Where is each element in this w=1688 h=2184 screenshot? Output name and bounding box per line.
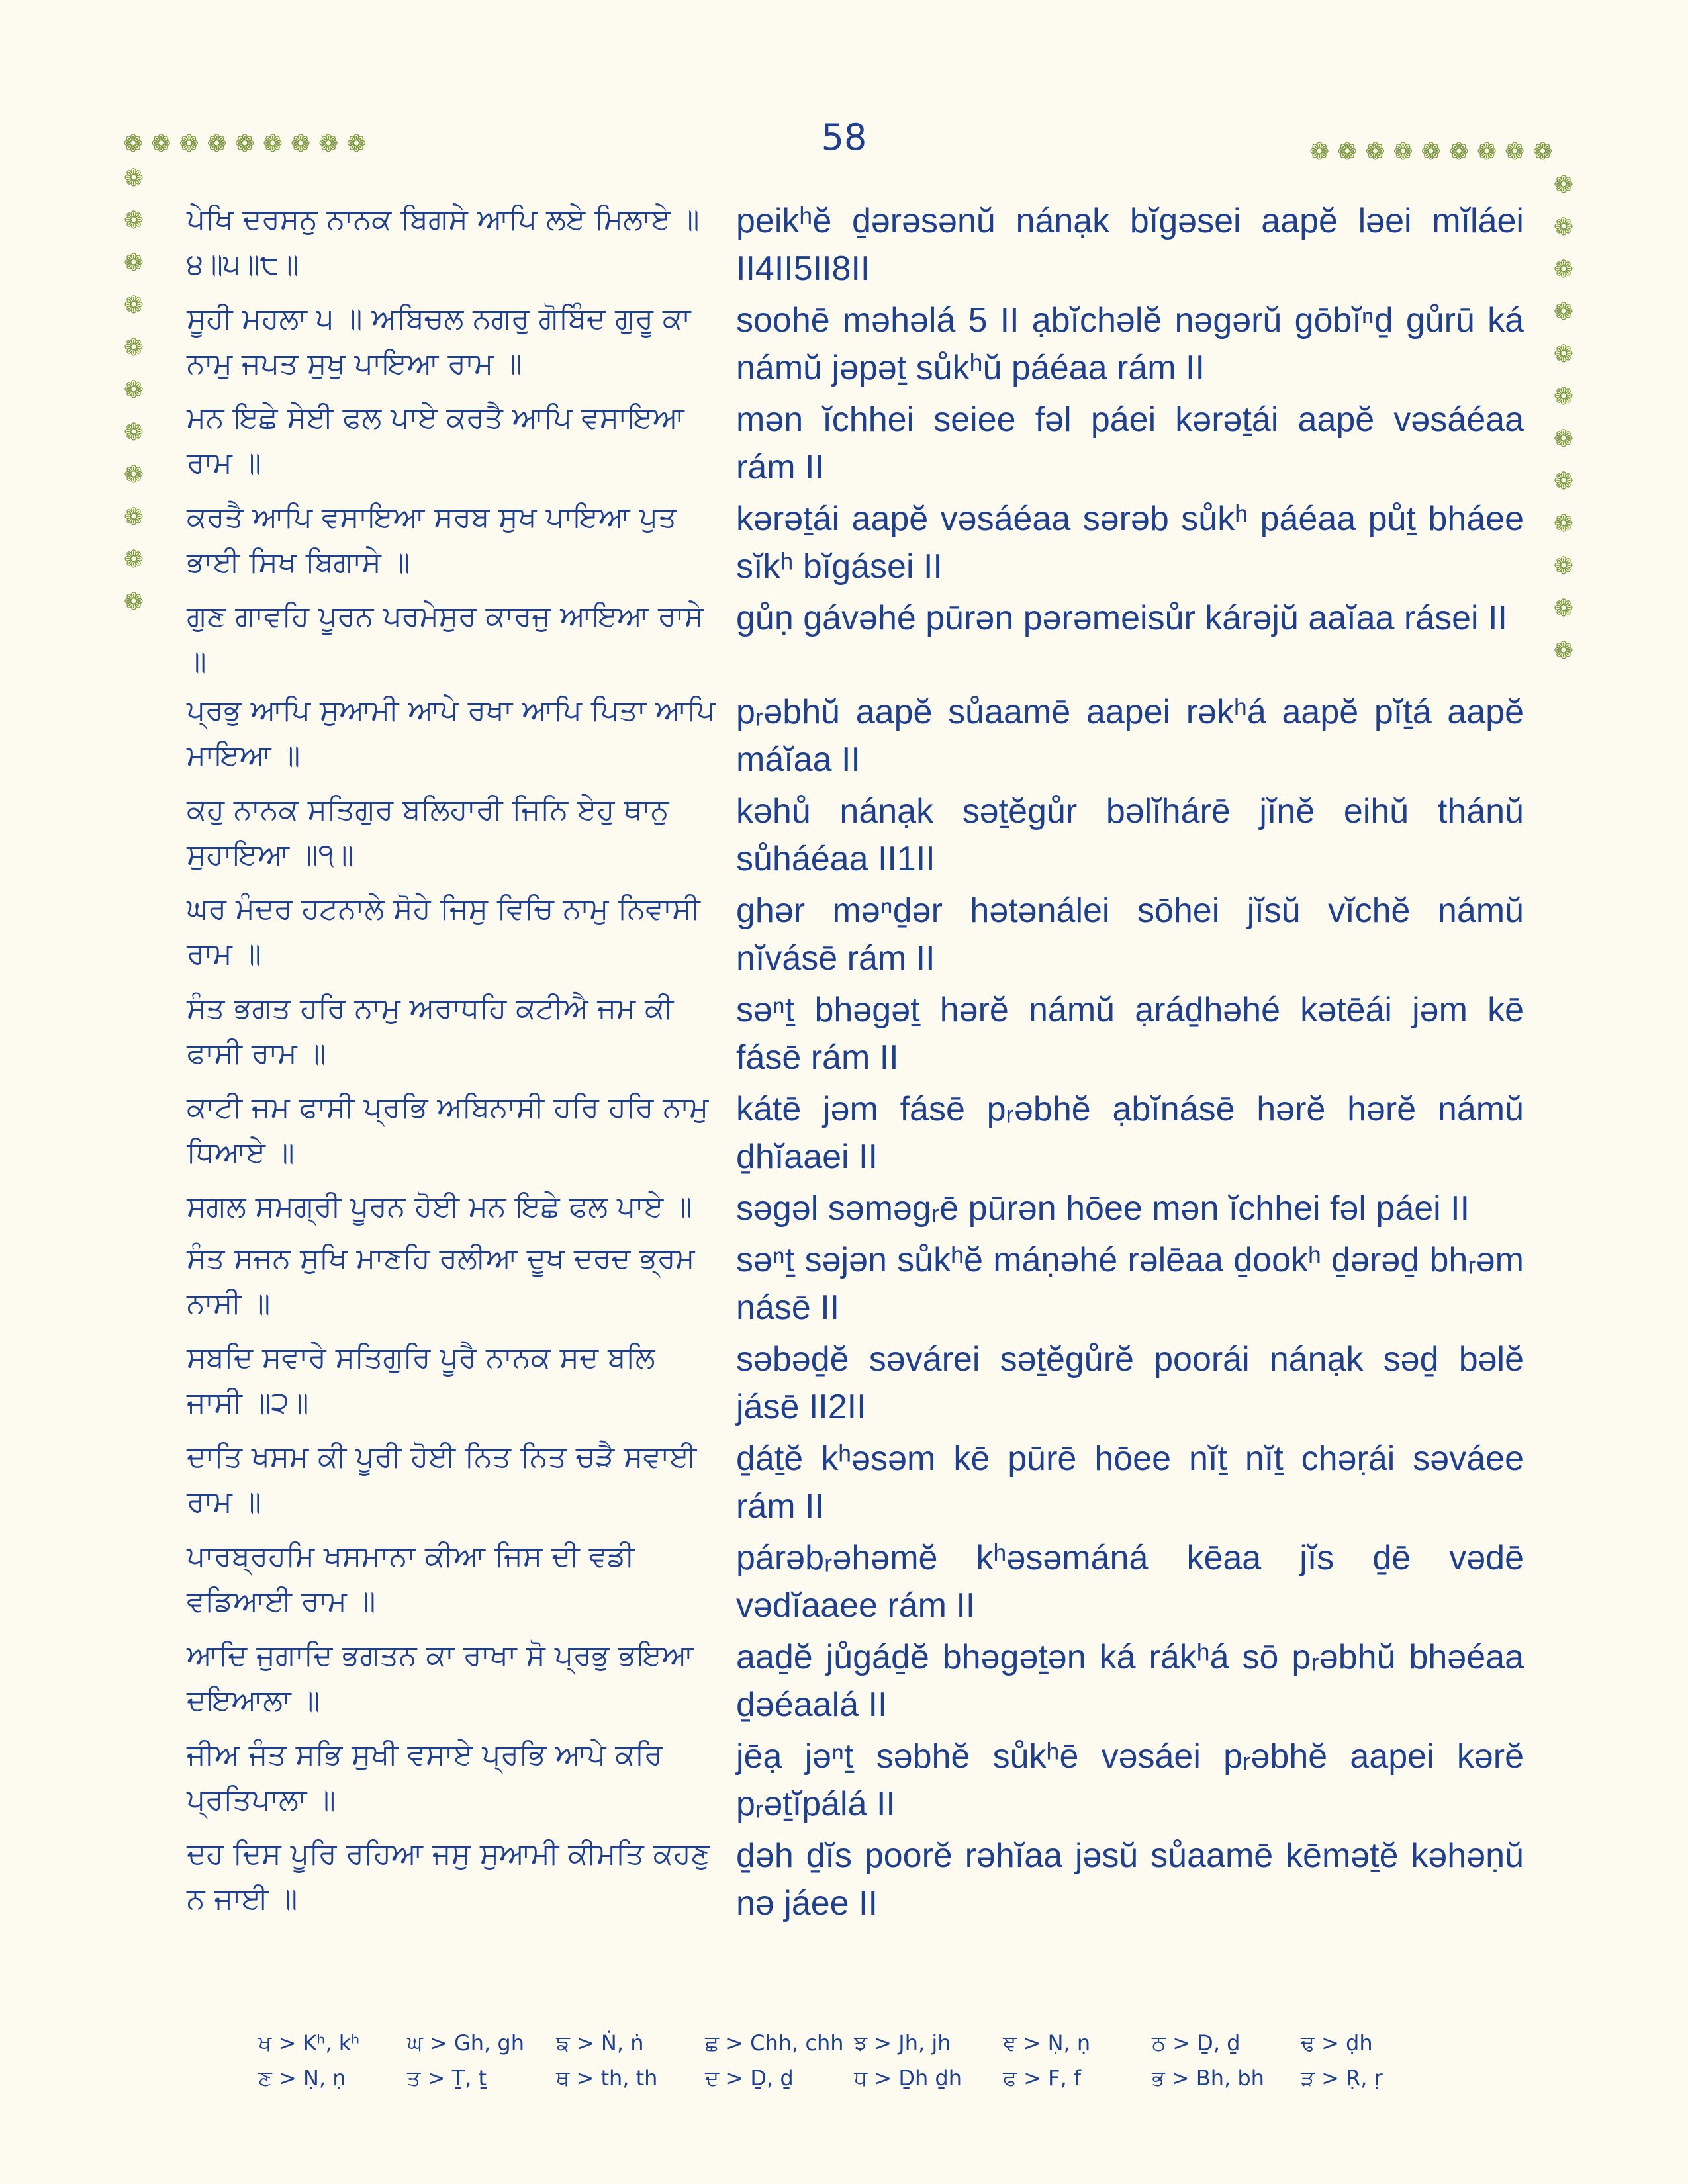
flower-icon: ❁	[123, 292, 144, 319]
legend-entry: ਝ > Jh, jh	[854, 2030, 951, 2056]
gurmukhi-text: ਪੇਖਿ ਦਰਸਨੁ ਨਾਨਕ ਬਿਗਸੇ ਆਪਿ ਲਏ ਮਿਲਾਏ ॥੪॥੫॥੮॥	[187, 203, 700, 281]
flower-icon: ❁	[123, 207, 144, 234]
flower-icon: ❁	[1553, 214, 1574, 241]
verse-row	[187, 1435, 1524, 1530]
gurmukhi-text: ਸੂਹੀ ਮਹਲਾ ੫ ॥ ਅਬਿਚਲ ਨਗਰੁ ਗੋਬਿੰਦ ਗੁਰੂ ਕਾ ਨਾਮੁ ਜਪਤ ਸੁਖੁ ਪਾਇਆ ਰਾਮ ॥	[187, 302, 691, 381]
gurmukhi-text: ਪ੍ਰਭੁ ਆਪਿ ਸੁਆਮੀ ਆਪੇ ਰਖਾ ਆਪਿ ਪਿਤਾ ਆਪਿ ਮਾਇਆ ॥	[187, 694, 716, 772]
gurmukhi-text: ਕਹੁ ਨਾਨਕ ਸਤਿਗੁਰ ਬਲਿਹਾਰੀ ਜਿਨਿ ਏਹੁ ਥਾਨੁ ਸੁਹਾਇਆ ॥੧॥	[187, 793, 669, 872]
legend-entry: ਦ > Ḏ, ḏ	[705, 2066, 794, 2091]
flower-icon: ❁	[123, 250, 144, 277]
transliteration-text: səbəḏĕ səvárei səṯĕgůrĕ poorái nánạk səḏ bəlĕ jásē II2II	[736, 1340, 1524, 1426]
verse-row	[187, 688, 1524, 784]
flower-icon: ❁	[1553, 637, 1574, 664]
transliteration-text: kərəṯái aapĕ vəsáéaa sərəb sůkʰ páéaa půṯ bháee sĭkʰ bĭgásei II	[736, 500, 1524, 586]
top-left-ornament: ❁❁❁❁❁❁❁❁❁	[123, 130, 375, 158]
flower-icon: ❁	[1553, 468, 1574, 495]
gurmukhi-text: ਪਾਰਬ੍ਰਹਮਿ ਖਸਮਾਨਾ ਕੀਆ ਜਿਸ ਦੀ ਵਡੀ ਵਡਿਆਈ ਰਾਮ ॥	[187, 1539, 635, 1618]
legend-entry: ਧ > Ḏh ḏh	[854, 2066, 962, 2091]
top-right-ornament: ❁❁❁❁❁❁❁❁❁	[1309, 138, 1561, 165]
verse-row	[187, 887, 1524, 982]
right-ornament-column	[1549, 173, 1578, 663]
verse-row	[187, 1236, 1524, 1332]
legend-entry: ਭ > Bh, bh	[1152, 2066, 1264, 2091]
legend-entry: ੜ > Ṛ, ṛ	[1301, 2066, 1383, 2091]
legend-entry: ਘ > Gh, gh	[407, 2030, 524, 2056]
transliteration-text: ghər məⁿḏər hətənálei sōhei jĭsŭ vĭchĕ námŭ nĭvásē rám II	[736, 891, 1524, 978]
verse-row	[187, 197, 1524, 293]
verse-row	[187, 788, 1524, 883]
transliteration-text: kátē jəm fásē pᵣəbhĕ ạbĭnásē hərĕ hərĕ námŭ ḏhĭaaei II	[736, 1090, 1524, 1176]
gurmukhi-text: ਦਾਤਿ ਖਸਮ ਕੀ ਪੂਰੀ ਹੋਈ ਨਿਤ ਨਿਤ ਚੜੈ ਸਵਾਈ ਰਾਮ ॥	[187, 1440, 697, 1519]
gurmukhi-text: ਦਹ ਦਿਸ ਪੂਰਿ ਰਹਿਆ ਜਸੁ ਸੁਆਮੀ ਕੀਮਤਿ ਕਹਣੁ ਨ ਜਾਈ ॥	[187, 1837, 710, 1916]
verse-row	[187, 1633, 1524, 1729]
gurmukhi-text: ਕਰਤੈ ਆਪਿ ਵਸਾਇਆ ਸਰਬ ਸੁਖ ਪਾਇਆ ਪੁਤ ਭਾਈ ਸਿਖ ਬਿਗਾਸੇ ॥	[187, 500, 677, 579]
flower-icon: ❁	[123, 334, 144, 361]
legend-entry: ਙ > Ṅ, ṅ	[556, 2030, 644, 2056]
legend-entry: ਞ > Ṇ, ṇ	[1003, 2030, 1091, 2056]
flower-icon: ❁	[123, 504, 144, 531]
transliteration-text: mən ĭchhei seiee fəl páei kərəṯái aapĕ vəsáéaa rám II	[736, 400, 1524, 486]
legend-entry: ਠ > Ḏ, ḏ	[1152, 2030, 1241, 2056]
flower-icon: ❁	[123, 165, 144, 192]
flower-icon: ❁	[1553, 510, 1574, 537]
legend-entry: ਥ > th, th	[556, 2066, 658, 2091]
flower-icon: ❁	[1553, 426, 1574, 453]
verse-row	[187, 1185, 1524, 1232]
flower-icon: ❁	[1553, 341, 1574, 368]
transliteration-text: pᵣəbhŭ aapĕ sůaamē aapei rəkʰá aapĕ pĭṯá aapĕ máĭaa II	[736, 693, 1524, 779]
legend-entry: ਣ > Ṇ, ṇ	[258, 2066, 346, 2091]
gurmukhi-text: ਸੰਤ ਸਜਨ ਸੁਖਿ ਮਾਣਹਿ ਰਲੀਆ ਦੂਖ ਦਰਦ ਭ੍ਰਮ ਨਾਸੀ ॥	[187, 1242, 695, 1320]
transliteration-text: səⁿṯ səjən sůkʰĕ máṇəhé rəlēaa ḏookʰ ḏərəḏ bhᵣəm násē II	[736, 1241, 1524, 1327]
legend-entry: ਛ > Chh, chh	[705, 2030, 844, 2056]
flower-icon: ❁	[123, 377, 144, 404]
flower-icon: ❁	[1553, 383, 1574, 410]
flower-icon: ❁	[123, 419, 144, 446]
transliteration-text: peikʰĕ ḏərəsənŭ nánạk bĭgəsei aapĕ ləei mĭláei II4II5II8II	[736, 202, 1524, 288]
verse-row	[187, 1336, 1524, 1431]
legend-entry: ਫ > F, f	[1003, 2066, 1082, 2091]
legend-entry: ਢ > ḍh	[1301, 2030, 1373, 2056]
verse-row	[187, 495, 1524, 590]
gurmukhi-text: ਆਦਿ ਜੁਗਾਦਿ ਭਗਤਨ ਕਾ ਰਾਖਾ ਸੋ ਪ੍ਰਭੁ ਭਇਆ ਦਇਆਲਾ ॥	[187, 1639, 694, 1717]
verse-row	[187, 1534, 1524, 1629]
verse-row	[187, 986, 1524, 1081]
gurmukhi-text: ਕਾਟੀ ਜਮ ਫਾਸੀ ਪ੍ਰਭਿ ਅਬਿਨਾਸੀ ਹਰਿ ਹਰਿ ਨਾਮੁ ਧਿਆਏ ॥	[187, 1091, 709, 1169]
verse-row	[187, 594, 1524, 684]
legend-entry: ਤ > Ṯ, ṯ	[407, 2066, 487, 2091]
flower-icon: ❁	[1553, 595, 1574, 622]
gurmukhi-text: ਸਬਦਿ ਸਵਾਰੇ ਸਤਿਗੁਰਿ ਪੂਰੈ ਨਾਨਕ ਸਦ ਬਲਿ ਜਾਸੀ ॥੨॥	[187, 1341, 655, 1420]
transliteration-text: gůṇ gávəhé pūrən pərəmeisůr kárəjŭ aaĭaa rásei II	[736, 599, 1507, 637]
transliteration-text: səⁿṯ bhəgəṯ hərĕ námŭ ạráḏhəhé kətēái jəm kē fásē rám II	[736, 991, 1524, 1077]
transliteration-text: soohē məhəlá 5 II ạbĭchəlĕ nəgərŭ gōbĭⁿḏ gůrū ká námŭ jəpəṯ sůkʰŭ páéaa rám II	[736, 301, 1524, 387]
flower-icon: ❁	[1553, 171, 1574, 199]
gurmukhi-text: ਘਰ ਮੰਦਰ ਹਟਨਾਲੇ ਸੋਹੇ ਜਿਸੁ ਵਿਚਿ ਨਾਮੁ ਨਿਵਾਸੀ ਰਾਮ ॥	[187, 892, 700, 971]
transliteration-text: jēạ jəⁿṯ səbhĕ sůkʰē vəsáei pᵣəbhĕ aapei kərĕ pᵣəṯĭpálá II	[736, 1737, 1524, 1823]
transliteration-text: kəhů nánạk səṯĕgůr bəlĭhárē jĭnĕ eihŭ thánŭ sůháéaa II1II	[736, 792, 1524, 878]
gurmukhi-text: ਮਨ ਇਛੇ ਸੇਈ ਫਲ ਪਾਏ ਕਰਤੈ ਆਪਿ ਵਸਾਇਆ ਰਾਮ ॥	[187, 401, 684, 480]
transliteration-text: səgəl səməgᵣē pūrən hōee mən ĭchhei fəl páei II	[736, 1189, 1470, 1228]
flower-icon: ❁	[1553, 553, 1574, 580]
left-ornament-column	[119, 167, 148, 614]
page-number: 58	[821, 116, 867, 158]
transliteration-text: ḏáṯĕ kʰəsəm kē pūrē hōee nĭṯ nĭṯ chəṛái səváee rám II	[736, 1439, 1524, 1525]
flower-icon: ❁	[1553, 256, 1574, 283]
flower-icon: ❁	[123, 588, 144, 615]
flower-icon: ❁	[1553, 298, 1574, 326]
verse-row	[187, 1733, 1524, 1828]
gurmukhi-text: ਸਗਲ ਸਮਗ੍ਰੀ ਪੂਰਨ ਹੋਈ ਮਨ ਇਛੇ ਫਲ ਪਾਏ ॥	[187, 1190, 692, 1224]
verse-list	[187, 197, 1524, 1931]
verse-row	[187, 396, 1524, 491]
verse-row	[187, 296, 1524, 392]
verse-row	[187, 1085, 1524, 1181]
flower-icon: ❁	[123, 546, 144, 573]
flower-icon: ❁	[123, 461, 144, 488]
transliteration-legend	[258, 2030, 1450, 2091]
verse-row	[187, 1832, 1524, 1927]
gurmukhi-text: ਜੀਅ ਜੰਤ ਸਭਿ ਸੁਖੀ ਵਸਾਏ ਪ੍ਰਭਿ ਆਪੇ ਕਰਿ ਪ੍ਰਤਿਪਾਲਾ ॥	[187, 1738, 663, 1817]
gurmukhi-text: ਸੰਤ ਭਗਤ ਹਰਿ ਨਾਮੁ ਅਰਾਧਹਿ ਕਟੀਐ ਜਮ ਕੀ ਫਾਸੀ ਰਾਮ ॥	[187, 991, 674, 1070]
gurmukhi-text: ਗੁਣ ਗਾਵਹਿ ਪੂਰਨ ਪਰਮੇਸੁਰ ਕਾਰਜੁ ਆਇਆ ਰਾਸੇ ॥	[187, 600, 704, 678]
transliteration-text: párəbᵣəhəmĕ kʰəsəmáná kēaa jĭs ḏē vədē vədĭaaee rám II	[736, 1539, 1524, 1625]
legend-entry: ਖ > Kʰ, kʰ	[258, 2030, 360, 2056]
transliteration-text: ḏəh ḏĭs poorĕ rəhĭaa jəsŭ sůaamē kēməṯĕ kəhəṇŭ nə jáee II	[736, 1837, 1524, 1923]
transliteration-text: aaḏĕ jůgáḏĕ bhəgəṯən ká rákʰá sō pᵣəbhŭ bhəéaa ḏəéaalá II	[736, 1638, 1524, 1724]
